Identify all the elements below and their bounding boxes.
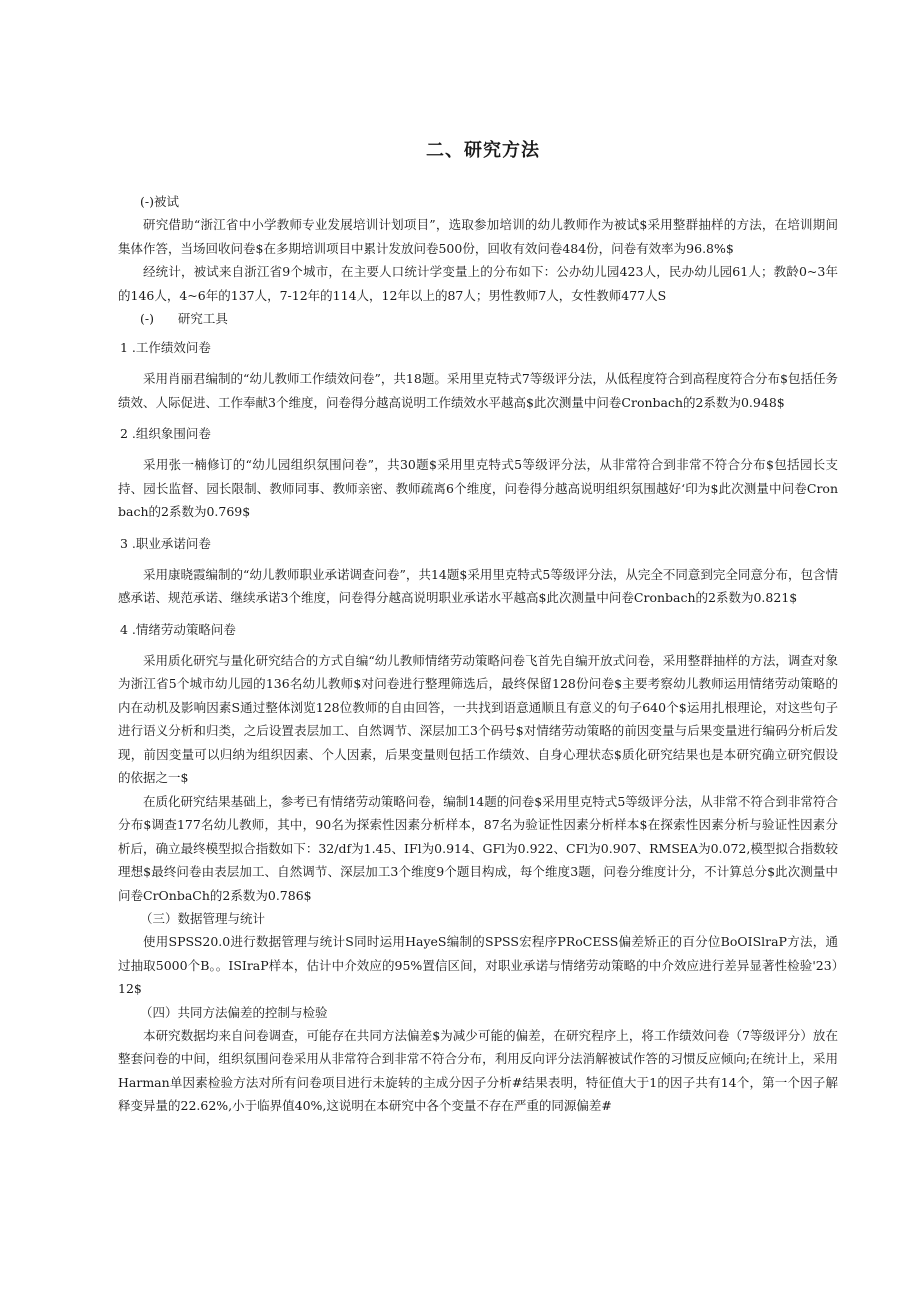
instrument-heading-career-commitment: 3 .职业承诺问卷 <box>120 535 211 551</box>
instrument-paragraph-job-performance: 采用肖丽君编制的“幼儿教师工作绩效问卷”，共18题。采用里克特式7等级评分法，从低程度符合到高程度符合分布$包括任务绩效、人际促进、工作奉献3个维度，问卷得分越高说明工作绩效水平越高$此次测量中问卷Cronbach的2系数为0.948$ <box>118 371 838 410</box>
common-method-bias-paragraph: 本研究数据均来自问卷调查，可能存在共同方法偏差$为减少可能的偏差，在研究程序上，将工作绩效问卷（7等级评分）放在整套问卷的中间，组织氛围问卷采用从非常符合到非常不符合分布，利用反向评分法消解被试作答的习惯反应倾向;在统计上，采用Harman单因素检验方法对所有问卷项目进行未旋转的主成分因子分析#结果表明，特征值大于1的因子共有14个，第一个因子解释变异量的22.62%,小于临界值40%,这说明在本研究中各个变量不存在严重的同源偏差# <box>118 1027 838 1113</box>
instrument-heading-emotional-labor: 4 .情绪劳动策略问卷 <box>120 621 236 637</box>
instrument-heading-job-performance: 1 .工作绩效问卷 <box>120 340 211 355</box>
instrument-paragraph-emotional-labor-1: 采用质化研究与量化研究结合的方式自编“幼儿教师情绪劳动策略问卷飞首先自编开放式问卷，采用整群抽样的方法，调查对象为浙江省5个城市幼儿园的136名幼儿教师$对问卷进行整理筛选后，最终保留128份问卷$主要考察幼儿教师运用情绪劳动策略的内在动机及影响因素S通过整体浏览128位教师的自由回答，一共找到语意通顺且有意义的句子640个$运用扎根理论，对这些句子进行语义分析和归类，之后设置表层加工、自然调节、深层加工3个码号$对情绪劳动策略的前因变量与后果变量进行编码分析后发现，前因变量可以归纳为组织因素、个人因素，后果变量则包括工作绩效、自身心理状态$质化研究结果也是本研究确立研究假设的依据之一$ <box>118 652 838 785</box>
subsection-heading-instruments: (-) 研究工具 <box>140 311 228 326</box>
instrument-paragraph-emotional-labor-2: 在质化研究结果基础上，参考已有情绪劳动策略问卷，编制14题的问卷$采用里克特式5等级评分法，从非常不符合到非常符合分布$调查177名幼儿教师，其中，90名为探索性因素分析样本，87名为验证性因素分析样本$在探索性因素分析与验证性因素分析后，确立最终模型拟合指数如下：32/df为1.45、IFl为0.914、GFl为0.922、CFl为0.907、RMSEA为0.072,模型拟合指数较理想$最终问卷由表层加工、自然调节、深层加工3个维度9个题目构成，每个维度3题，问卷分维度计分，不计算总分$此次测量中问卷CrOnbaCh的2系数为0.786$ <box>118 793 838 903</box>
document-page <box>118 136 838 1118</box>
subsection-heading-participants: (-)被试 <box>140 194 179 209</box>
subsection-heading-common-method-bias: （四）共同方法偏差的控制与检验 <box>140 1004 328 1020</box>
section-title: 二、研究方法 <box>426 140 540 161</box>
instrument-paragraph-career-commitment: 采用康晓霞编制的“幼儿教师职业承诺调查问卷”，共14题$采用里克特式5等级评分法，从完全不同意到完全同意分布，包含情感承诺、规范承诺、继续承诺3个维度，问卷得分越高说明职业承诺水平越高$此次测量中问卷Cronbach的2系数为0.821$ <box>118 566 838 605</box>
instrument-heading-org-climate: 2 .组织象围问卷 <box>120 426 211 441</box>
participants-paragraph-2: 经统计，被试来自浙江省9个城市，在主要人口统计学变量上的分布如下：公办幼儿园423人，民办幼儿园61人；教龄0~3年的146人，4~6年的137人，7-12年的114人，12年以上的87人；男性教师7人，女性教师477人S <box>118 264 838 303</box>
participants-paragraph-1: 研究借助“浙江省中小学教师专业发展培训计划项目”，选取参加培训的幼儿教师作为被试$采用整群抽样的方法，在培训期间集体作答，当场回收问卷$在多期培训项目中累计发放问卷500份，回收有效问卷484份，问卷有效率为96.8%$ <box>118 217 838 256</box>
data-management-paragraph: 使用SPSS20.0进行数据管理与统计S同时运用HayeS编制的SPSS宏程序PRoCESS偏差矫正的百分位BoOISlraP方法，通过抽取5000个B。。ISIraP样本，估计中介效应的95%置信区间，对职业承诺与情绪劳动策略的中介效应进行差异显著性检验'23）12$ <box>118 934 838 996</box>
subsection-heading-data-management: （三）数据管理与统计 <box>140 911 266 926</box>
instrument-paragraph-org-climate: 采用张一楠修订的“幼儿园组织氛围问卷”，共30题$采用里克特式5等级评分法，从非常符合到非常不符合分布$包括园长支持、园长监督、园长限制、教师同事、教师亲密、教师疏离6个维度，问卷得分越高说明组织氛围越好‘印为$此次测量中问卷Cronbach的2系数为0.769$ <box>118 457 838 519</box>
